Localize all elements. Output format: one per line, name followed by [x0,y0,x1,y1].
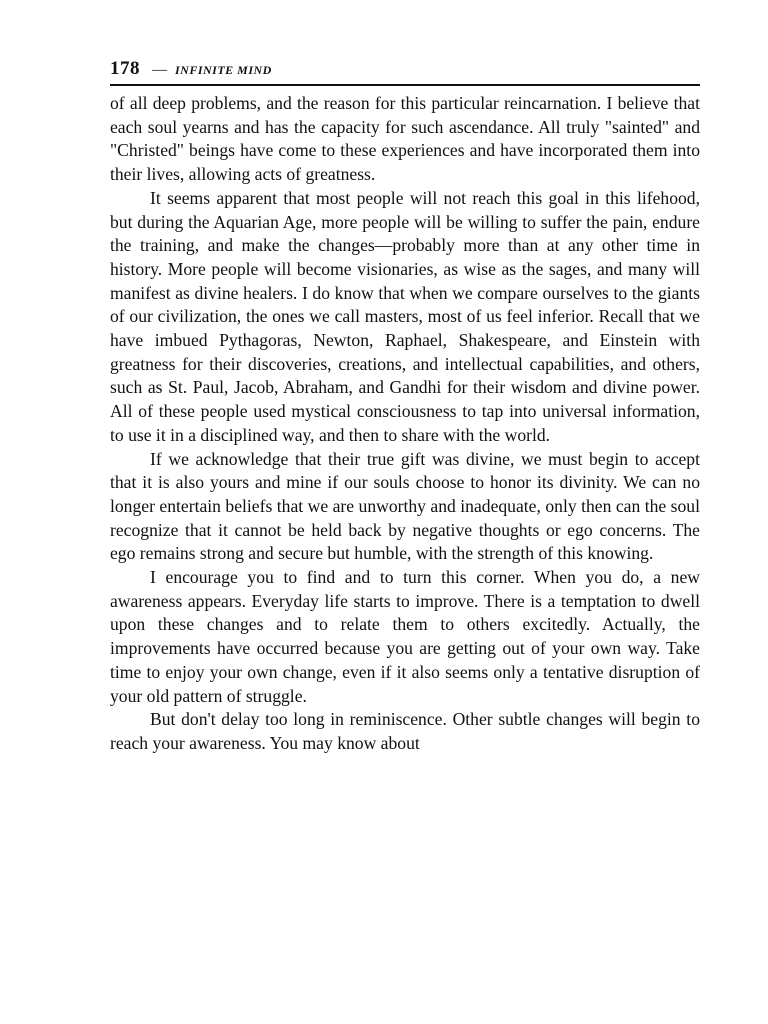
paragraph-continues: But don't delay too long in reminiscence. Other subtle changes will begin to reach your awareness. You may know about [110,709,700,753]
paragraph: If we acknowledge that their true gift was divine, we must begin to accept that it is also yours and mine if our souls choose to honor its divinity. We can no longer entertain beliefs that we are unworthy and inadequate, only then can the soul recognize that it cannot be held back by negative thoughts or ego concerns. The ego remains strong and secure but humble, with the strength of this knowing. [110,448,700,564]
book-title: INFINITE MIND [175,63,272,77]
book-page [110,58,700,756]
running-head [110,58,700,86]
paragraph: I encourage you to find and to turn this corner. When you do, a new awareness appears. Everyday life starts to improve. There is a temptation to dwell upon these changes and to relate them to others excitedly. Actually, the improvements have occurred because you are getting out of your own way. Take time to enjoy your own change, even if it also seems only a tentative disruption of your old pattern of struggle. [110,567,700,706]
paragraph-continued: of all deep problems, and the reason for this particular reincarnation. I believe that each soul yearns and has the capacity for such ascendance. All truly "sainted" and "Christed" beings have come to these experiences and have incorporated them into their lives, allowing acts of greatness. [110,93,700,185]
body-text [110,92,700,756]
page-number: 178 [110,58,140,79]
paragraph: It seems apparent that most people will not reach this goal in this lifehood, but during the Aquarian Age, more people will be willing to suffer the pain, endure the training, and make the changes—probably more than at any other time in history. More people will become visionaries, as wise as the sages, and many will manifest as divine healers. I do know that when we compare ourselves to the giants of our civilization, the ones we call masters, most of us feel inferior. Recall that we have imbued Pythagoras, Newton, Raphael, Shakespeare, and Einstein with greatness for their discoveries, creations, and intellectual capabilities, and others, such as St. Paul, Jacob, Abraham, and Gandhi for their wisdom and divine power. All of these people used mystical consciousness to tap into universal information, to use it in a disciplined way, and then to share with the world. [110,187,700,445]
header-separator: — [152,62,167,78]
